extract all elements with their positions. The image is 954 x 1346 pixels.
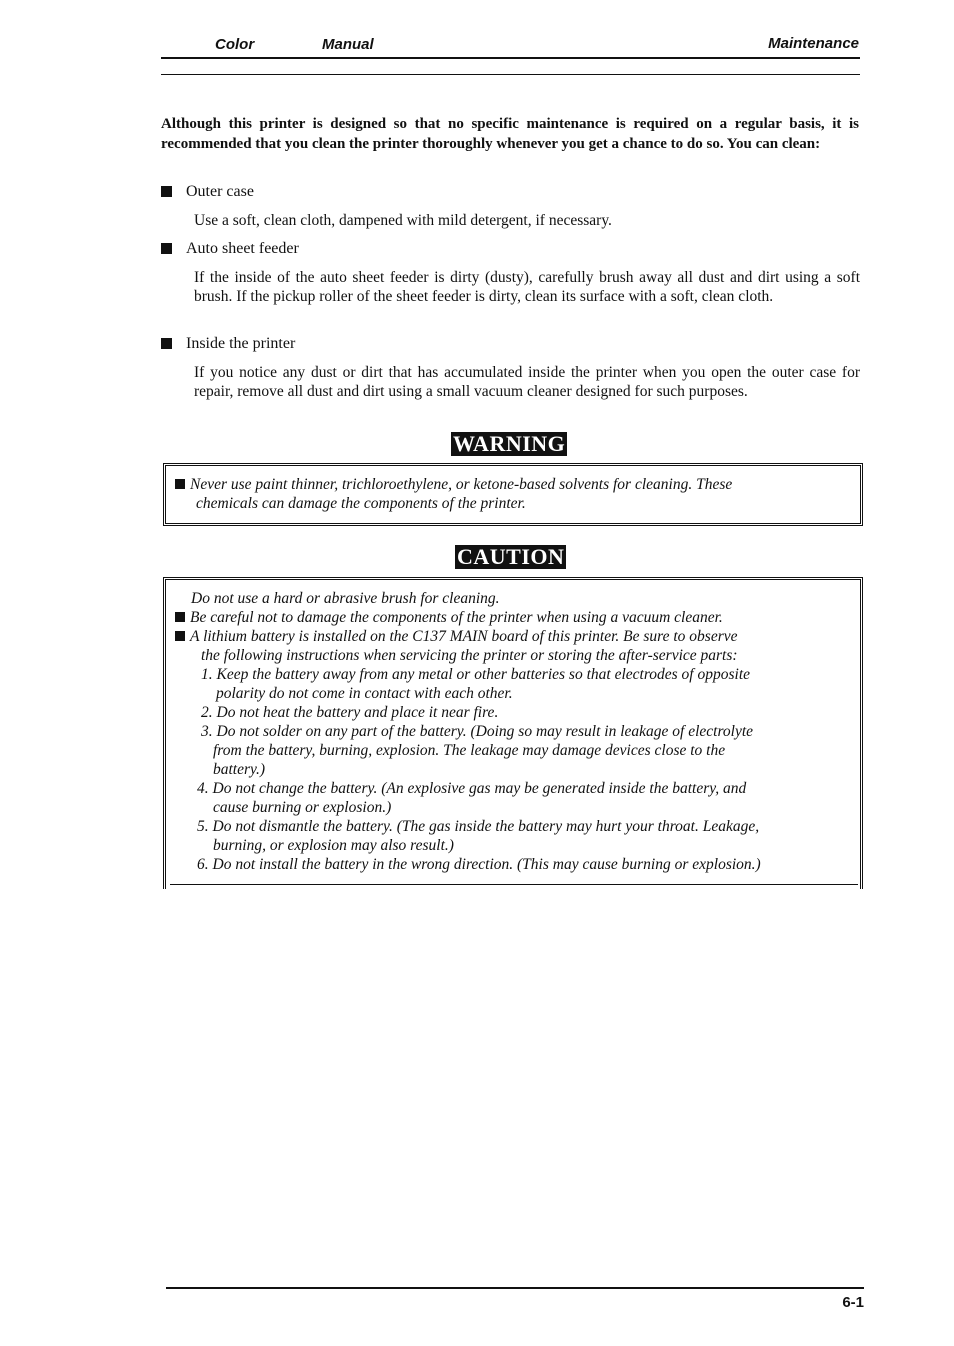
- caution-line: A lithium battery is installed on the C137 MAIN board of this printer. Be sure to observe: [190, 628, 738, 645]
- intro-paragraph: Although this printer is designed so that no specific maintenance is required on a regular basis, it is recommended that you clean the printer thoroughly whenever you get a chance to do so. You can clean:: [161, 116, 859, 152]
- caution-line: 2. Do not heat the battery and place it near fire.: [201, 704, 499, 721]
- bullet-square-icon: [161, 186, 172, 197]
- caution-line: the following instructions when servicing the printer or storing the after-service parts:: [201, 647, 738, 664]
- item-description: Use a soft, clean cloth, dampened with mild detergent, if necessary.: [194, 212, 612, 229]
- header-manual: Manual: [322, 36, 374, 53]
- list-item-outer-case: [161, 182, 254, 202]
- caution-line: cause burning or explosion.): [213, 799, 392, 816]
- header-section: Maintenance: [768, 35, 859, 52]
- item-label: Outer case: [186, 183, 254, 200]
- bullet-square-icon: [175, 631, 185, 641]
- warning-label: WARNING: [453, 431, 566, 456]
- list-item-inside-printer: [161, 334, 295, 354]
- footer-rule: [166, 1287, 864, 1289]
- bullet-square-icon: [161, 338, 172, 349]
- page-number: 6-1: [842, 1294, 864, 1311]
- item-description: If the inside of the auto sheet feeder is dirty (dusty), carefully brush away all dust and dirt using a soft brush. If the pickup roller of the sheet feeder is dirty, clean its surface with a soft, clean cloth.: [194, 269, 860, 305]
- caution-line: burning, or explosion may also result.): [213, 837, 454, 854]
- list-item-auto-sheet-feeder: [161, 239, 299, 259]
- item-description: If you notice any dust or dirt that has accumulated inside the printer when you open the outer case for repair, remove all dust and dirt using a small vacuum cleaner designed for such purposes.: [194, 364, 860, 400]
- caution-line: Do not use a hard or abrasive brush for cleaning.: [191, 590, 500, 607]
- header-rule-bottom: [161, 74, 860, 75]
- caution-line: 6. Do not install the battery in the wrong direction. (This may cause burning or explosion.): [197, 856, 761, 873]
- caution-text: [175, 589, 761, 874]
- warning-line: Never use paint thinner, trichloroethylene, or ketone-based solvents for cleaning. These: [190, 476, 733, 493]
- caution-line: battery.): [213, 761, 266, 778]
- warning-line: chemicals can damage the components of the printer.: [196, 495, 526, 512]
- caution-line: from the battery, burning, explosion. The leakage may damage devices close to the: [213, 742, 726, 759]
- warning-text: [175, 475, 732, 513]
- bullet-square-icon: [175, 479, 185, 489]
- caution-line: Be careful not to damage the components of the printer when using a vacuum cleaner.: [190, 609, 723, 626]
- caution-line: 1. Keep the battery away from any metal or other batteries so that electrodes of opposite: [201, 666, 751, 683]
- item-label: Auto sheet feeder: [186, 240, 299, 257]
- header-color: Color: [215, 36, 255, 53]
- caution-label: CAUTION: [457, 544, 565, 569]
- caution-line: polarity do not come in contact with each other.: [216, 685, 513, 702]
- bullet-square-icon: [175, 612, 185, 622]
- caution-box-bottom-rule: [170, 884, 858, 885]
- caution-line: 5. Do not dismantle the battery. (The gas inside the battery may hurt your throat. Leakage,: [197, 818, 760, 835]
- bullet-square-icon: [161, 243, 172, 254]
- caution-line: 3. Do not solder on any part of the battery. (Doing so may result in leakage of electrolyte: [201, 723, 754, 740]
- header-rule-top: [161, 57, 860, 59]
- caution-line: 4. Do not change the battery. (An explosive gas may be generated inside the battery, and: [197, 780, 747, 797]
- item-label: Inside the printer: [186, 335, 296, 352]
